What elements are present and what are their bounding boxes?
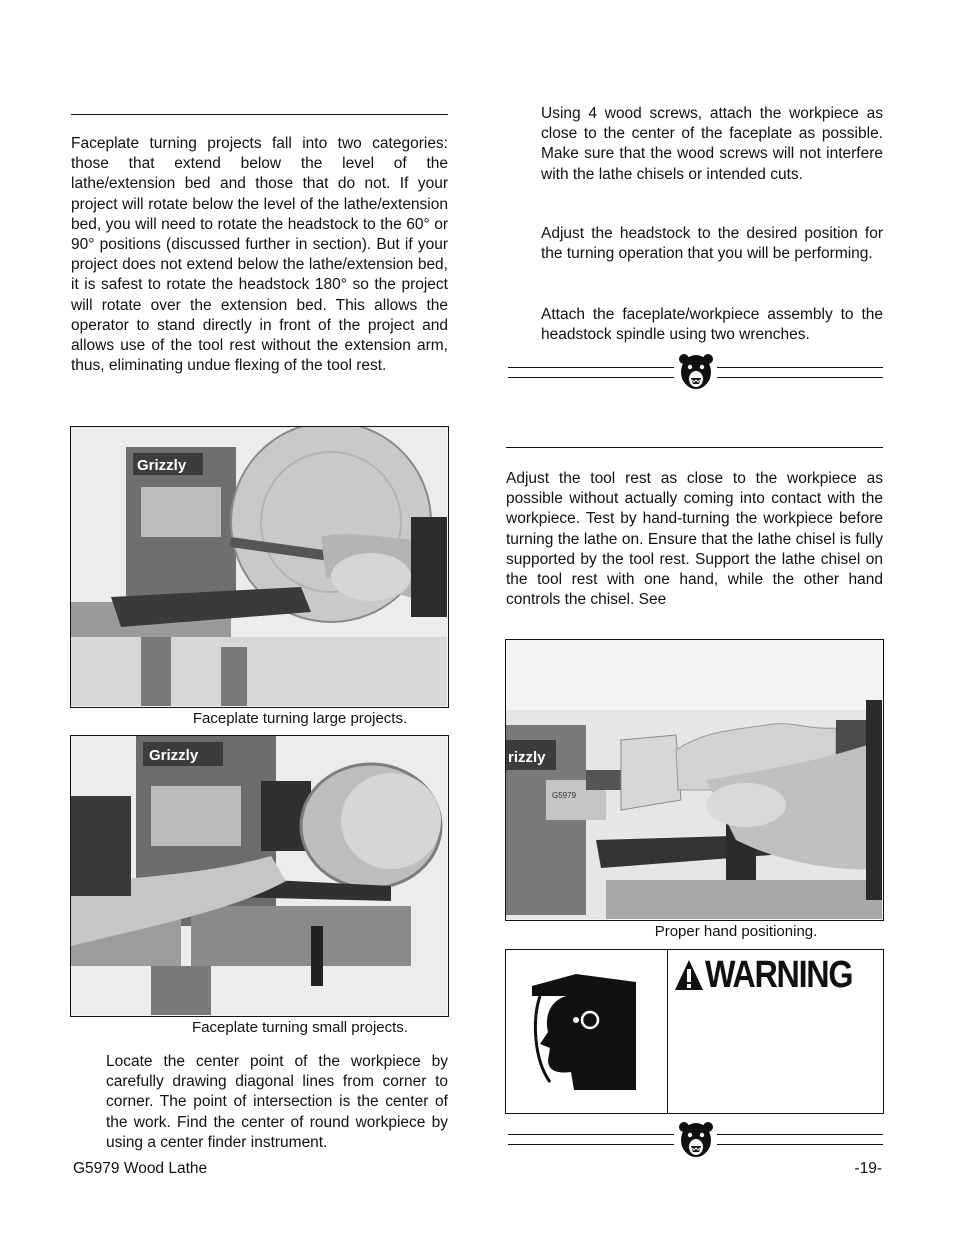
bear-divider-line-left-bottom [508,377,674,378]
locate-center-paragraph: Locate the center point of the workpiece by carefully drawing diagonal lines from corner to corner. The point of intersection is the center of the work. Find the center of round workpiece by using a center finder instrument. [106,1053,448,1151]
footer-page-number: -19- [854,1160,882,1177]
faceplate-intro-paragraph: Faceplate turning projects fall into two categories: those that extend below the level of the lathe/extension bed and those that do not. If your project will rotate below the level of the lathe/extension bed, you will need to rotate the headstock to the 60° or 90° positions (discussed further in section). But if your project does not extend below the lathe/extension bed, it is safest to rotate the headstock 180° so the project will rotate over the extension bed. This allows the operator to stand directly in front of the project and allows use of the tool rest without the extension arm, thus, eliminating undue flexing of the tool rest. [71,135,448,375]
figure-large-projects-photo [70,426,449,708]
tool-rest-paragraph: Adjust the tool rest as close to the workpiece as possible without actually coming into contact with the workpiece. Test by hand-turning the workpiece before turning the lathe on. Ensure that the lathe chisel is fully supported by the tool rest. Support the lathe chisel on the tool rest with one hand, while the other hand controls the chisel. See [506,470,883,609]
lathe-hand-position-illustration [506,640,882,919]
adjust-headstock-paragraph: Adjust the headstock to the desired position for the turning operation that you will be performing. [541,225,883,263]
lathe-small-project-illustration [71,736,447,1015]
left-heading-rule [71,114,448,115]
figure-small-projects-photo [70,735,449,1017]
warning-triangle-icon [674,959,704,991]
figure-hand-positioning-caption: Proper hand positioning. [654,923,818,940]
bear-divider-2-line-left-top [508,1134,674,1135]
model-plate-label: G5979 [552,791,577,800]
grizzly-logo-2: Grizzly [149,747,199,764]
bear-divider-2-line-right-top [717,1134,883,1135]
face-shield-icon [526,970,646,1090]
warning-box-divider [667,950,668,1113]
grizzly-logo-1: Grizzly [137,457,187,474]
attach-faceplate-paragraph: Attach the faceplate/workpiece assembly to the headstock spindle using two wrenches. [541,306,883,344]
bear-head-icon [678,352,714,392]
figure-hand-positioning-photo [505,639,884,921]
warning-box [505,949,884,1114]
warning-header [674,955,878,995]
grizzly-logo-3: rizzly [508,749,546,766]
bear-divider-2-line-right-bottom [717,1144,883,1145]
figure-small-projects-caption: Faceplate turning small projects. [192,1019,408,1036]
bear-head-icon-2 [678,1120,714,1160]
right-heading-rule [506,447,883,448]
bear-divider-line-right-top [717,367,883,368]
bear-divider-line-right-bottom [717,377,883,378]
bear-divider-2-line-left-bottom [508,1144,674,1145]
footer-model: G5979 Wood Lathe [73,1160,208,1177]
lathe-large-project-illustration [71,427,447,706]
figure-large-projects-caption: Faceplate turning large projects. [192,710,408,727]
warning-label: WARNING [705,954,853,996]
attach-workpiece-paragraph: Using 4 wood screws, attach the workpiece as close to the center of the faceplate as possible. Make sure that the wood screws will not interfere with the lathe chisels or intended cuts. [541,105,883,183]
bear-divider-line-left-top [508,367,674,368]
